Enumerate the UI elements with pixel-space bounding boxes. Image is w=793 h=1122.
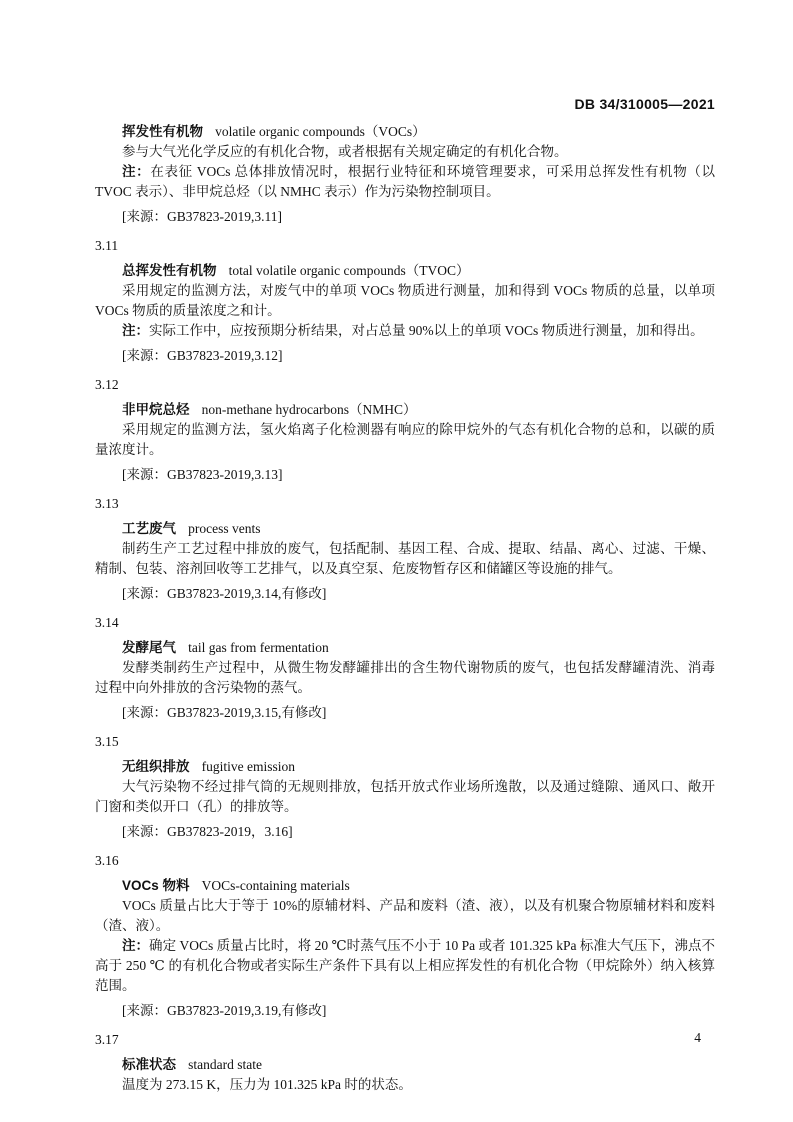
definition-paragraph: 参与大气光化学反应的有机化合物，或者根据有关规定确定的有机化合物。 bbox=[122, 144, 568, 159]
source-line: [来源：GB37823-2019,3.15,有修改] bbox=[122, 705, 327, 720]
term-heading bbox=[95, 261, 715, 281]
page-footer bbox=[694, 1028, 701, 1048]
source-line: [来源：GB37823-2019,3.13] bbox=[122, 467, 283, 482]
definition-paragraph: 采用规定的监测方法，对废气中的单项 VOCs 物质进行测量，加和得到 VOCs 物质的总量，以单项 VOCs 物质的质量浓度之和计。 bbox=[95, 283, 715, 318]
standard-code: DB 34/310005—2021 bbox=[574, 96, 715, 112]
term-english: VOCs-containing materials bbox=[201, 878, 350, 893]
note-paragraph: 注：在表征 VOCs 总体排放情况时，根据行业特征和环境管理要求，可采用总挥发性有机物（以 TVOC 表示）、非甲烷总烃（以 NMHC 表示）作为污染物控制项目。 bbox=[95, 164, 716, 199]
term-heading bbox=[95, 638, 715, 658]
definition-paragraph: 大气污染物不经过排气筒的无规则排放，包括开放式作业场所逸散，以及通过缝隙、通风口、敞开门窗和类似开口（孔）的排放等。 bbox=[95, 779, 715, 814]
definition-paragraph: 发酵类制药生产过程中，从微生物发酵罐排出的含生物代谢物质的废气，也包括发酵罐清洗、消毒过程中向外排放的含污染物的蒸气。 bbox=[95, 660, 715, 695]
section-number: 3.15 bbox=[95, 734, 119, 749]
term-chinese: 总挥发性有机物 bbox=[122, 263, 217, 278]
document-header bbox=[95, 95, 715, 113]
term-english: standard state bbox=[188, 1057, 262, 1072]
term-english: total volatile organic compounds（TVOC） bbox=[228, 263, 470, 278]
source-line: [来源：GB37823-2019,3.11] bbox=[122, 209, 282, 224]
section-number: 3.14 bbox=[95, 615, 119, 630]
term-heading bbox=[95, 400, 715, 420]
note-label: 注： bbox=[122, 164, 151, 179]
term-english: fugitive emission bbox=[201, 759, 296, 774]
term-english: volatile organic compounds（VOCs） bbox=[215, 124, 426, 139]
source-line: [来源：GB37823-2019,3.19,有修改] bbox=[122, 1003, 327, 1018]
term-chinese: 挥发性有机物 bbox=[122, 124, 203, 139]
term-heading bbox=[95, 757, 715, 777]
definition-paragraph: 制药生产工艺过程中排放的废气，包括配制、基因工程、合成、提取、结晶、离心、过滤、干燥、精制、包装、溶剂回收等工艺排气，以及真空泵、危废物暂存区和储罐区等设施的排气。 bbox=[95, 541, 715, 576]
term-chinese: 标准状态 bbox=[122, 1057, 176, 1072]
section-number: 3.13 bbox=[95, 496, 119, 511]
term-chinese: 非甲烷总烃 bbox=[122, 402, 190, 417]
term-chinese: 发酵尾气 bbox=[122, 640, 176, 655]
section-number: 3.17 bbox=[95, 1032, 119, 1047]
terminology-section bbox=[95, 122, 715, 1095]
source-line: [来源：GB37823-2019,3.14,有修改] bbox=[122, 586, 327, 601]
term-heading bbox=[95, 519, 715, 539]
source-line: [来源：GB37823-2019，3.16] bbox=[122, 824, 293, 839]
term-chinese: VOCs 物料 bbox=[122, 878, 190, 893]
term-chinese: 工艺废气 bbox=[122, 521, 176, 536]
term-heading bbox=[95, 122, 715, 142]
note-label: 注： bbox=[122, 323, 149, 338]
term-english: tail gas from fermentation bbox=[188, 640, 329, 655]
note-paragraph: 注：实际工作中，应按预期分析结果，对占总量 90%以上的单项 VOCs 物质进行测量，加和得出。 bbox=[122, 323, 704, 338]
term-english: process vents bbox=[188, 521, 261, 536]
page-number: 4 bbox=[694, 1030, 701, 1045]
term-heading bbox=[95, 1055, 715, 1075]
definition-paragraph: VOCs 质量占比大于等于 10%的原辅材料、产品和废料（渣、液），以及有机聚合物原辅材料和废料（渣、液）。 bbox=[95, 898, 715, 933]
source-line: [来源：GB37823-2019,3.12] bbox=[122, 348, 283, 363]
term-heading bbox=[95, 876, 715, 896]
term-chinese: 无组织排放 bbox=[122, 759, 190, 774]
section-number: 3.12 bbox=[95, 377, 119, 392]
note-label: 注： bbox=[122, 938, 150, 953]
note-paragraph: 注：确定 VOCs 质量占比时，将 20 ℃时蒸气压不小于 10 Pa 或者 101.325 kPa 标准大气压下，沸点不高于 250 ℃ 的有机化合物或者实际生产条件下具有以上相应挥发性的有机化合物（甲烷除外）纳入核算范围。 bbox=[95, 938, 716, 993]
section-number: 3.11 bbox=[95, 238, 119, 253]
term-english: non-methane hydrocarbons（NMHC） bbox=[201, 402, 417, 417]
definition-paragraph: 采用规定的监测方法，氢火焰离子化检测器有响应的除甲烷外的气态有机化合物的总和，以碳的质量浓度计。 bbox=[95, 422, 715, 457]
section-number: 3.16 bbox=[95, 853, 119, 868]
definition-paragraph: 温度为 273.15 K，压力为 101.325 kPa 时的状态。 bbox=[122, 1077, 412, 1092]
